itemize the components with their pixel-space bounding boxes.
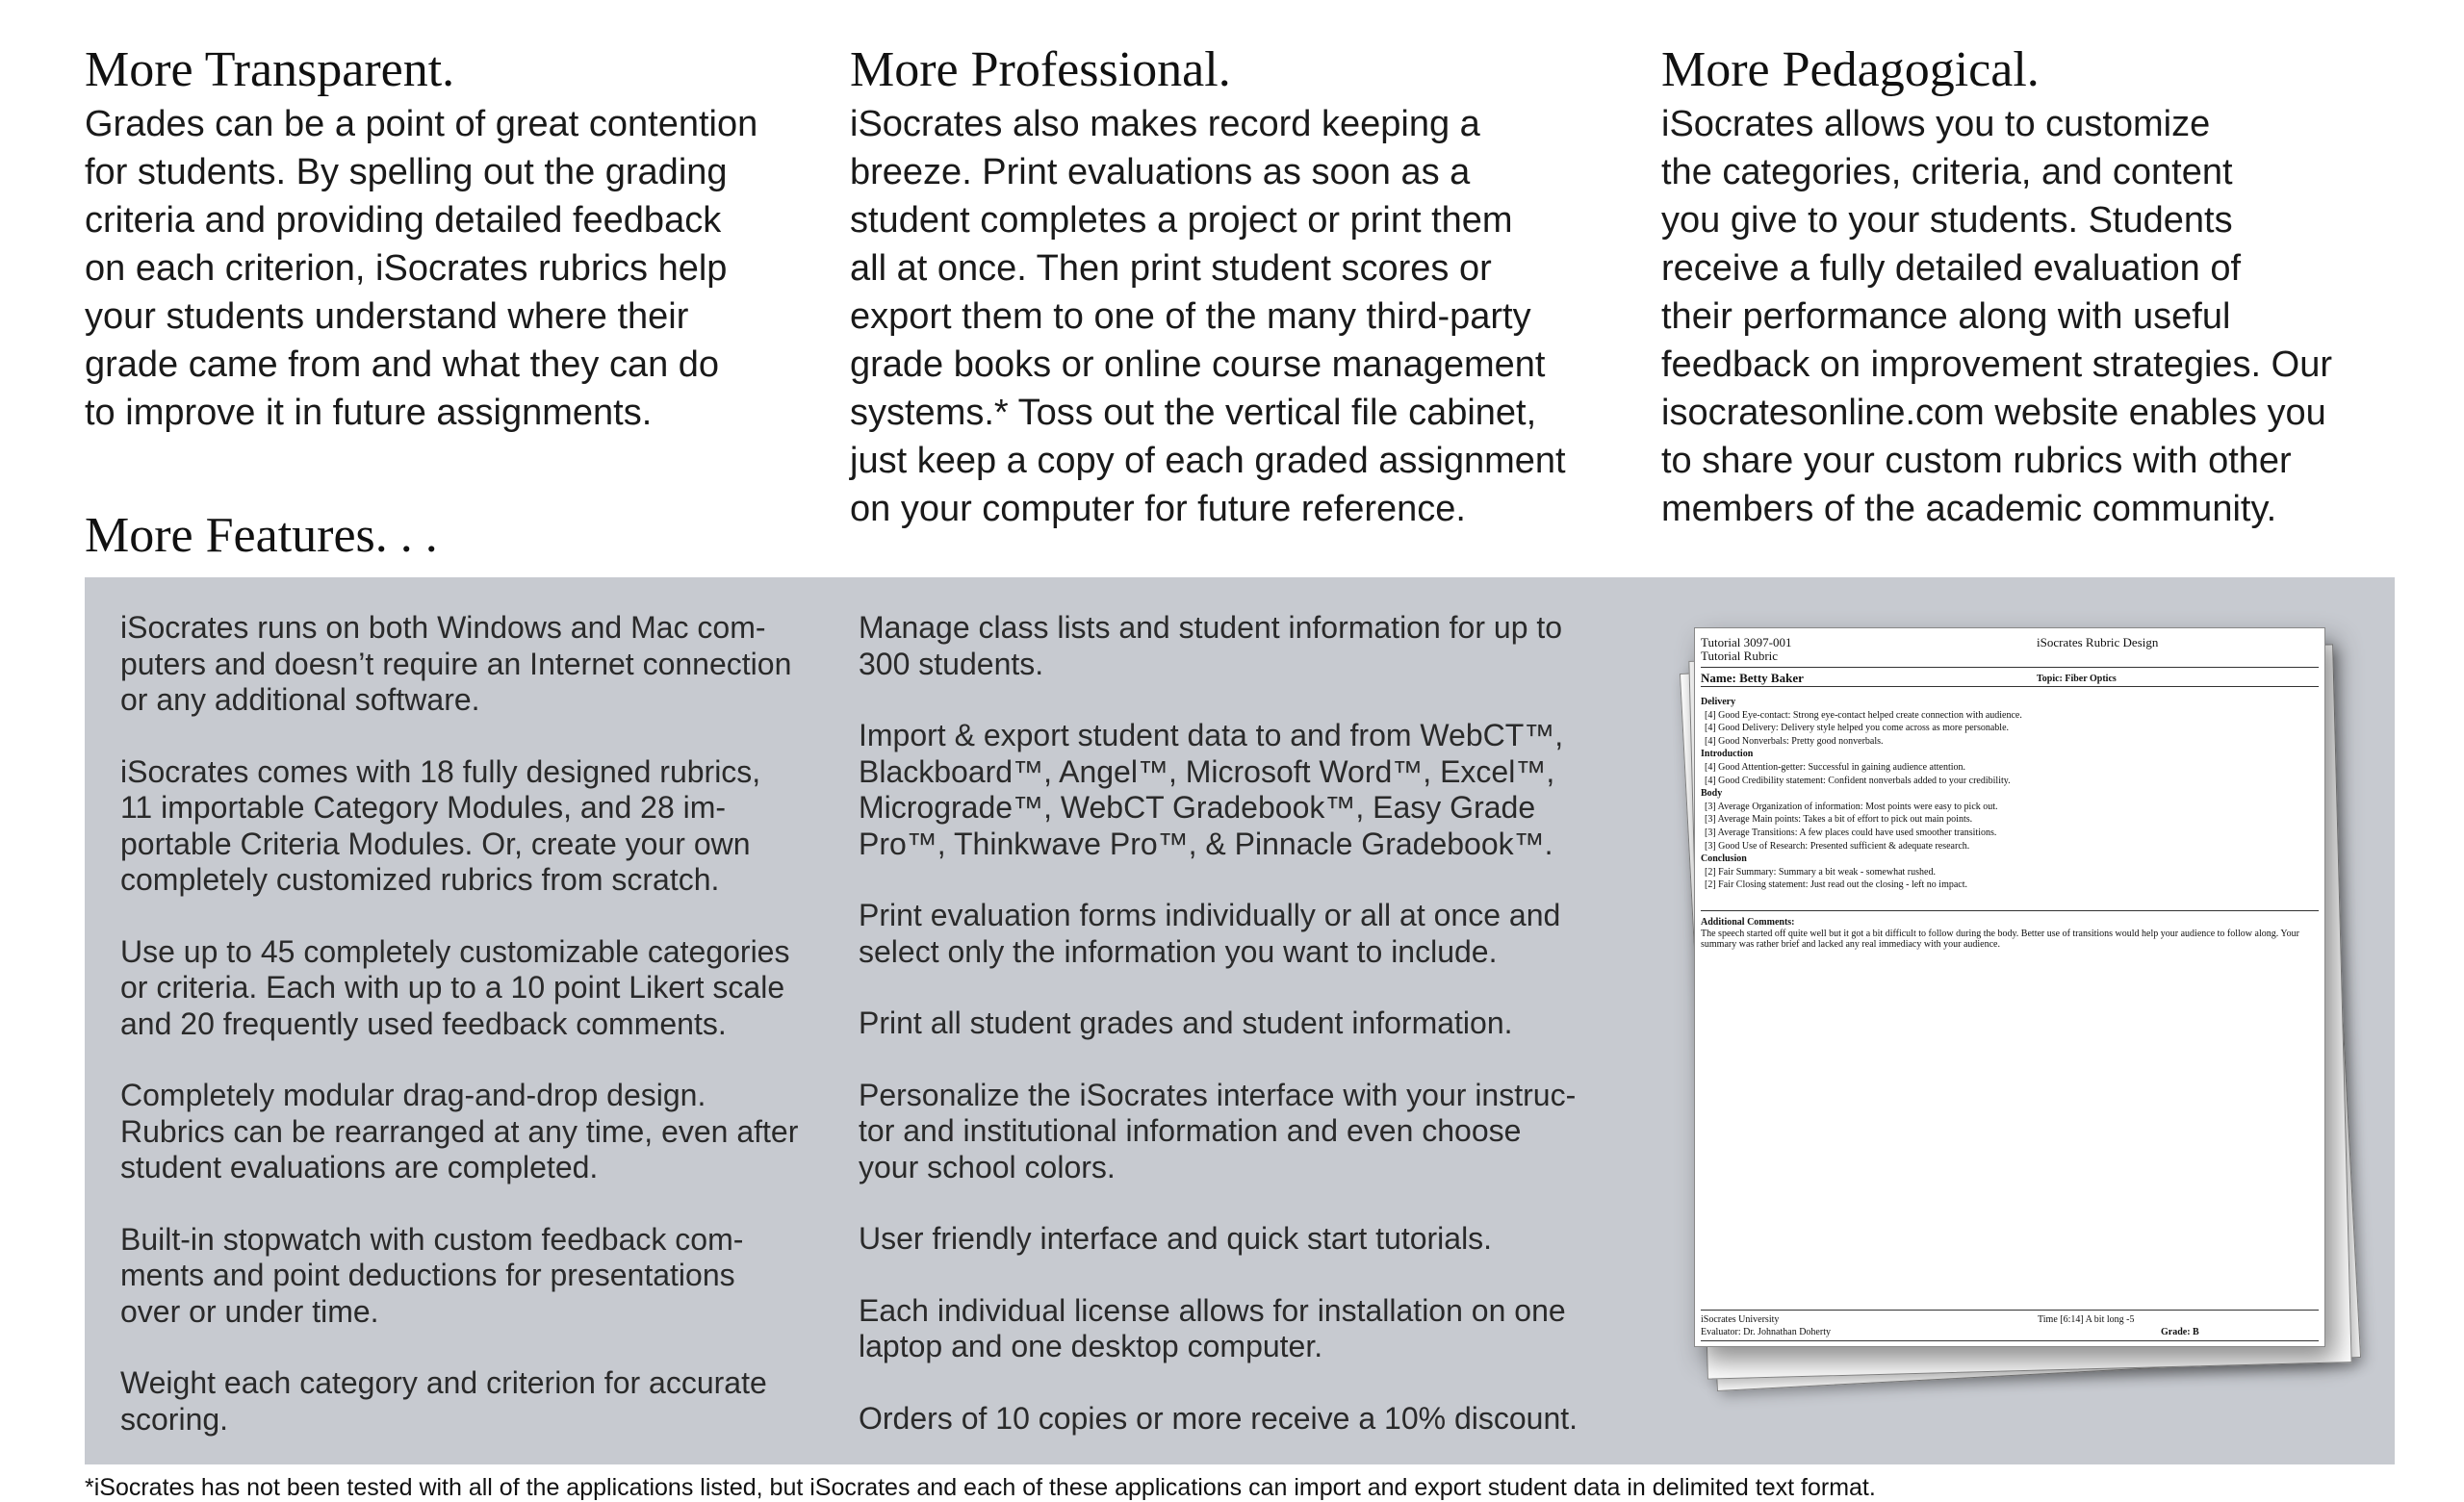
column-professional: [850, 42, 1630, 533]
rubric-category: Body: [1701, 788, 1723, 800]
rubric-criterion: [4] Good Nonverbals: Pretty good nonverbals.: [1705, 735, 1884, 747]
feature-item: Import & export student data to and from WebCT™, Blackboard™, Angel™, Microsoft Word™, Excel™, Micrograde™, WebCT Gradebook™, Easy Grade Pro™, Thinkwave Pro™, & Pinnacle Gradebook™.: [859, 718, 1564, 861]
heading-transparent: More Transparent.: [85, 42, 455, 97]
rubric-divider: [1701, 1340, 2319, 1341]
features-list-left: [120, 610, 833, 1473]
rubric-criterion: [2] Fair Summary: Summary a bit weak - somewhat rushed.: [1705, 866, 1936, 878]
rubric-criterion: [4] Good Delivery: Delivery style helped you come across as more personable.: [1705, 723, 2010, 734]
feature-item: Each individual license allows for installation on one laptop and one desktop computer.: [859, 1292, 1566, 1363]
rubric-category: Conclusion: [1701, 853, 1747, 865]
rubric-divider: [1701, 1310, 2319, 1311]
feature-item: User friendly interface and quick start tutorials.: [859, 1221, 1493, 1256]
rubric-category: Introduction: [1701, 749, 1754, 760]
rubric-criterion: [3] Average Organization of information: Most points were easy to pick out.: [1705, 801, 1998, 812]
feature-item: Print evaluation forms individually or all at once and select only the information you want to include.: [859, 898, 1561, 969]
column-pedagogical: [1661, 42, 2402, 533]
rubric-comments-label: Additional Comments:: [1701, 917, 1795, 928]
feature-item: Completely modular drag-and-drop design. Rubrics can be rearranged at any time, even after student evaluations are completed.: [120, 1078, 799, 1184]
rubric-criterion: [2] Fair Closing statement: Just read out the closing - left no impact.: [1705, 879, 1968, 891]
rubric-app-name: iSocrates Rubric Design: [2037, 635, 2159, 649]
rubric-time: Time [6:14] A bit long -5: [2038, 1314, 2135, 1325]
rubric-evaluator: Evaluator: Dr. Johnathan Doherty: [1701, 1327, 1831, 1337]
feature-item: Print all student grades and student information.: [859, 1006, 1513, 1040]
rubric-criterion: [4] Good Eye-contact: Strong eye-contact helped create connection with audience.: [1705, 709, 2022, 721]
rubric-criterion: [3] Average Main points: Takes a bit of effort to pick out main points.: [1705, 814, 1973, 826]
feature-item: Manage class lists and student information for up to 300 students.: [859, 610, 1563, 681]
features-panel: [85, 577, 2395, 1464]
rubric-criterion: [3] Average Transitions: A few places could have used smoother transitions.: [1705, 827, 1997, 838]
body-professional: iSocrates also makes record keeping a breeze. Print evaluations as soon as a student completes a project or print them all at once. Then print student scores or export them to one of the many third-party grade books or online course management systems.* Toss out the vertical file cabinet, just keep a copy of each graded assignment on your computer for future reference.: [850, 104, 1566, 529]
column-transparent: [85, 42, 826, 437]
feature-item: iSocrates comes with 18 fully designed rubrics, 11 importable Category Modules, and 28 im- portable Criteria Modules. Or, create your own completely customized rubrics from scratch.: [120, 753, 761, 897]
body-transparent: Grades can be a point of great contention for students. By spelling out the grading criteria and providing detailed feedback on each criterion, iSocrates rubrics help your students understand where their grade came from and what they can do to improve it in future assignments.: [85, 104, 758, 433]
rubric-criterion: [4] Good Credibility statement: Confident nonverbals added to your credibility.: [1705, 775, 2011, 786]
feature-item: Weight each category and criterion for accurate scoring.: [120, 1365, 767, 1437]
rubric-university: iSocrates University: [1701, 1314, 1780, 1325]
rubric-criterion: [4] Good Attention-getter: Successful in gaining audience attention.: [1705, 762, 1966, 773]
rubric-course: Tutorial 3097-001: [1701, 635, 1792, 649]
rubric-divider: [1701, 910, 2319, 911]
features-list-right: [859, 610, 1619, 1472]
feature-item: Built-in stopwatch with custom feedback com- ments and point deductions for presentations over or under time.: [120, 1221, 744, 1329]
heading-pedagogical: More Pedagogical.: [1661, 42, 2040, 97]
rubric-category: Delivery: [1701, 697, 1736, 707]
rubric-printout: [1694, 627, 2325, 1347]
rubric-grade: Grade: B: [2161, 1327, 2199, 1337]
feature-item: Use up to 45 completely customizable categories or criteria. Each with up to a 10 point Likert scale and 20 frequently used feedback comments.: [120, 933, 790, 1041]
rubric-topic: Topic: Fiber Optics: [2037, 674, 2117, 684]
rubric-criterion: [3] Good Use of Research: Presented sufficient & adequate research.: [1705, 840, 1970, 852]
rubric-divider: [1701, 686, 2319, 687]
feature-item: Orders of 10 copies or more receive a 10% discount.: [859, 1400, 1578, 1436]
heading-professional: More Professional.: [850, 42, 1231, 97]
feature-item: Personalize the iSocrates interface with your instruc- tor and institutional information and even choose your school colors.: [859, 1077, 1577, 1184]
rubric-title: Tutorial Rubric: [1701, 649, 1779, 663]
footnote: *iSocrates has not been tested with all of the applications listed, but iSocrates and each of these applications can import and export student data in delimited text format.: [85, 1474, 1876, 1501]
rubric-comments: The speech started off quite well but it got a bit difficult to follow during the body. Better use of transitions would help your audience to follow along. Your summary was rather brief and lacked any real immediacy with your audience.: [1701, 929, 2299, 950]
heading-features: More Features. . .: [85, 508, 438, 563]
body-pedagogical: iSocrates allows you to customize the categories, criteria, and content you give to your students. Students receive a fully detailed evaluation of their performance along with useful feedback on improvement strategies. Our isocratesonline.com website enables you to share your custom rubrics with other members of the academic community.: [1661, 104, 2333, 529]
feature-item: iSocrates runs on both Windows and Mac com- puters and doesn’t require an Internet connection or any additional software.: [120, 610, 792, 717]
rubric-student-name: Name: Betty Baker: [1701, 671, 1804, 685]
rubric-divider: [1701, 667, 2319, 668]
